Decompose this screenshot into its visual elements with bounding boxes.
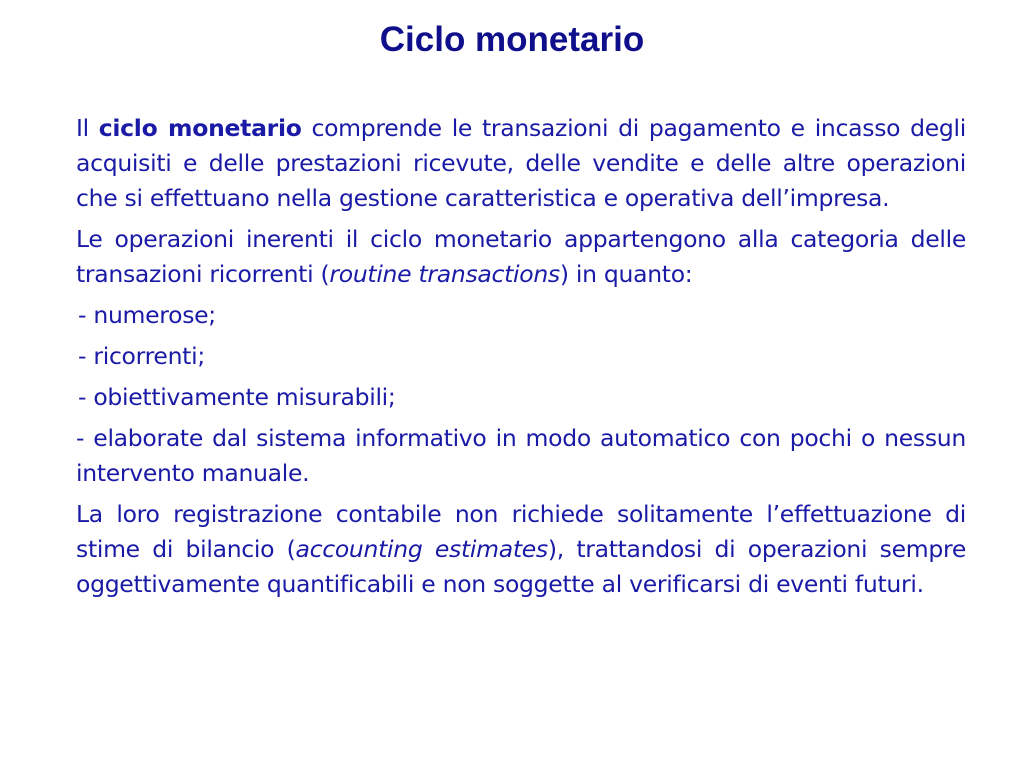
registration-text-rest: ), trattandosi di operazioni sempre oggettivamente quantificabili e non soggette al verificarsi di eventi futuri. [76,535,966,598]
intro-paragraph [76,111,966,216]
bullet-item-numerose: - numerose; [78,301,216,329]
bullet-item-ricorrenti: - ricorrenti; [78,342,205,370]
slide-body [76,111,966,608]
intro-text-rest: comprende le transazioni di pagamento e incasso degli acquisiti e delle prestazioni ricevute, delle vendite e delle altre operazioni che si effettuano nella gestione caratteristica e operativa dell’impresa. [76,114,966,212]
operations-text-rest: ) in quanto: [559,260,693,288]
slide-title: Ciclo monetario [379,20,645,59]
intro-text-start: Il [76,114,99,142]
operations-paragraph [76,222,966,292]
bullet-item-automatiche: - elaborate dal sistema informativo in modo automatico con pochi o nessun intervento manuale. [76,424,966,487]
operations-text-start: Le operazioni inerenti il ciclo monetario appartengono alla categoria delle transazioni ricorrenti ( [76,225,966,288]
registration-paragraph [76,497,966,602]
bullet-item-misurabili: - obiettivamente misurabili; [78,383,396,411]
registration-italic-term: accounting estimates [295,535,548,563]
intro-bold-term: ciclo monetario [98,114,302,142]
operations-italic-term: routine transactions [329,260,560,288]
registration-text-start: La loro registrazione contabile non richiede solitamente l’effettuazione di stime di bilancio ( [76,500,966,563]
